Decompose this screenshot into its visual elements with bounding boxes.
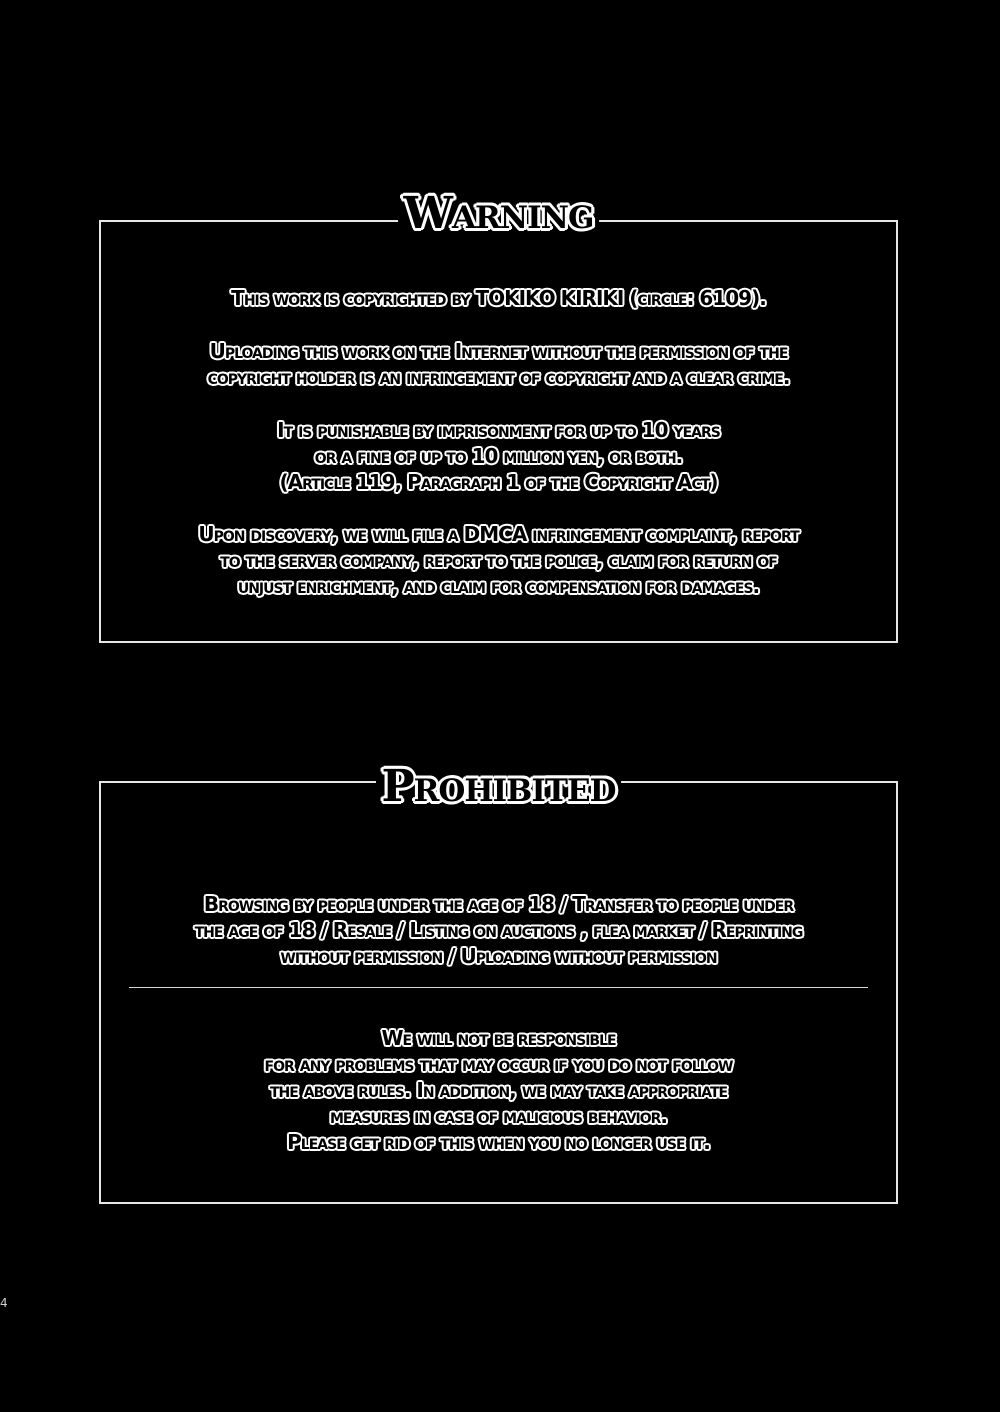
warning-action-notice	[101, 521, 896, 599]
prohibited-line: for any problems that may occur if you do not follow	[264, 1052, 733, 1076]
warning-line: Uploading this work on the Internet without the permission of the	[209, 339, 788, 363]
prohibited-line: Please get rid of this when you no longer use it.	[287, 1130, 710, 1154]
warning-upload-notice	[101, 338, 896, 390]
warning-penalty-notice	[101, 417, 896, 495]
warning-copyright-notice	[101, 285, 896, 311]
prohibited-line: the above rules. In addition, we may take appropriate	[269, 1078, 728, 1102]
warning-line: (Article 119, Paragraph 1 of the Copyright Act)	[279, 470, 718, 494]
page-number: 4	[0, 1296, 8, 1310]
warning-box	[99, 188, 898, 643]
prohibited-line: without permission / Uploading without permission	[280, 944, 717, 968]
prohibited-line: We will not be responsible	[381, 1026, 616, 1050]
warning-line: Upon discovery, we will file a DMCA infringement complaint, report	[198, 522, 799, 546]
responsibility-disclaimer	[101, 1025, 896, 1155]
warning-heading: Warning	[398, 188, 600, 239]
prohibited-heading: Prohibited	[376, 761, 622, 812]
section-divider	[129, 987, 868, 988]
prohibited-line: Browsing by people under the age of 18 / Transfer to people under	[203, 892, 794, 916]
prohibited-line: measures in case of malicious behavior.	[329, 1104, 668, 1128]
prohibited-actions-list	[101, 891, 896, 969]
warning-line: It is punishable by imprisonment for up to 10 years	[277, 418, 720, 442]
warning-line: copyright holder is an infringement of copyright and a clear crime.	[207, 365, 790, 389]
warning-line: unjust enrichment, and claim for compensation for damages.	[237, 574, 760, 598]
prohibited-line: the age of 18 / Resale / Listing on auctions , flea market / Reprinting	[194, 918, 803, 942]
warning-line: or a fine of up to 10 million yen, or both.	[314, 444, 683, 468]
warning-line: This work is copyrighted by TOKIKO KIRIKI (circle: 6109).	[231, 286, 766, 310]
prohibited-box	[99, 761, 898, 1204]
warning-line: to the server company, report to the police, claim for return of	[220, 548, 777, 572]
